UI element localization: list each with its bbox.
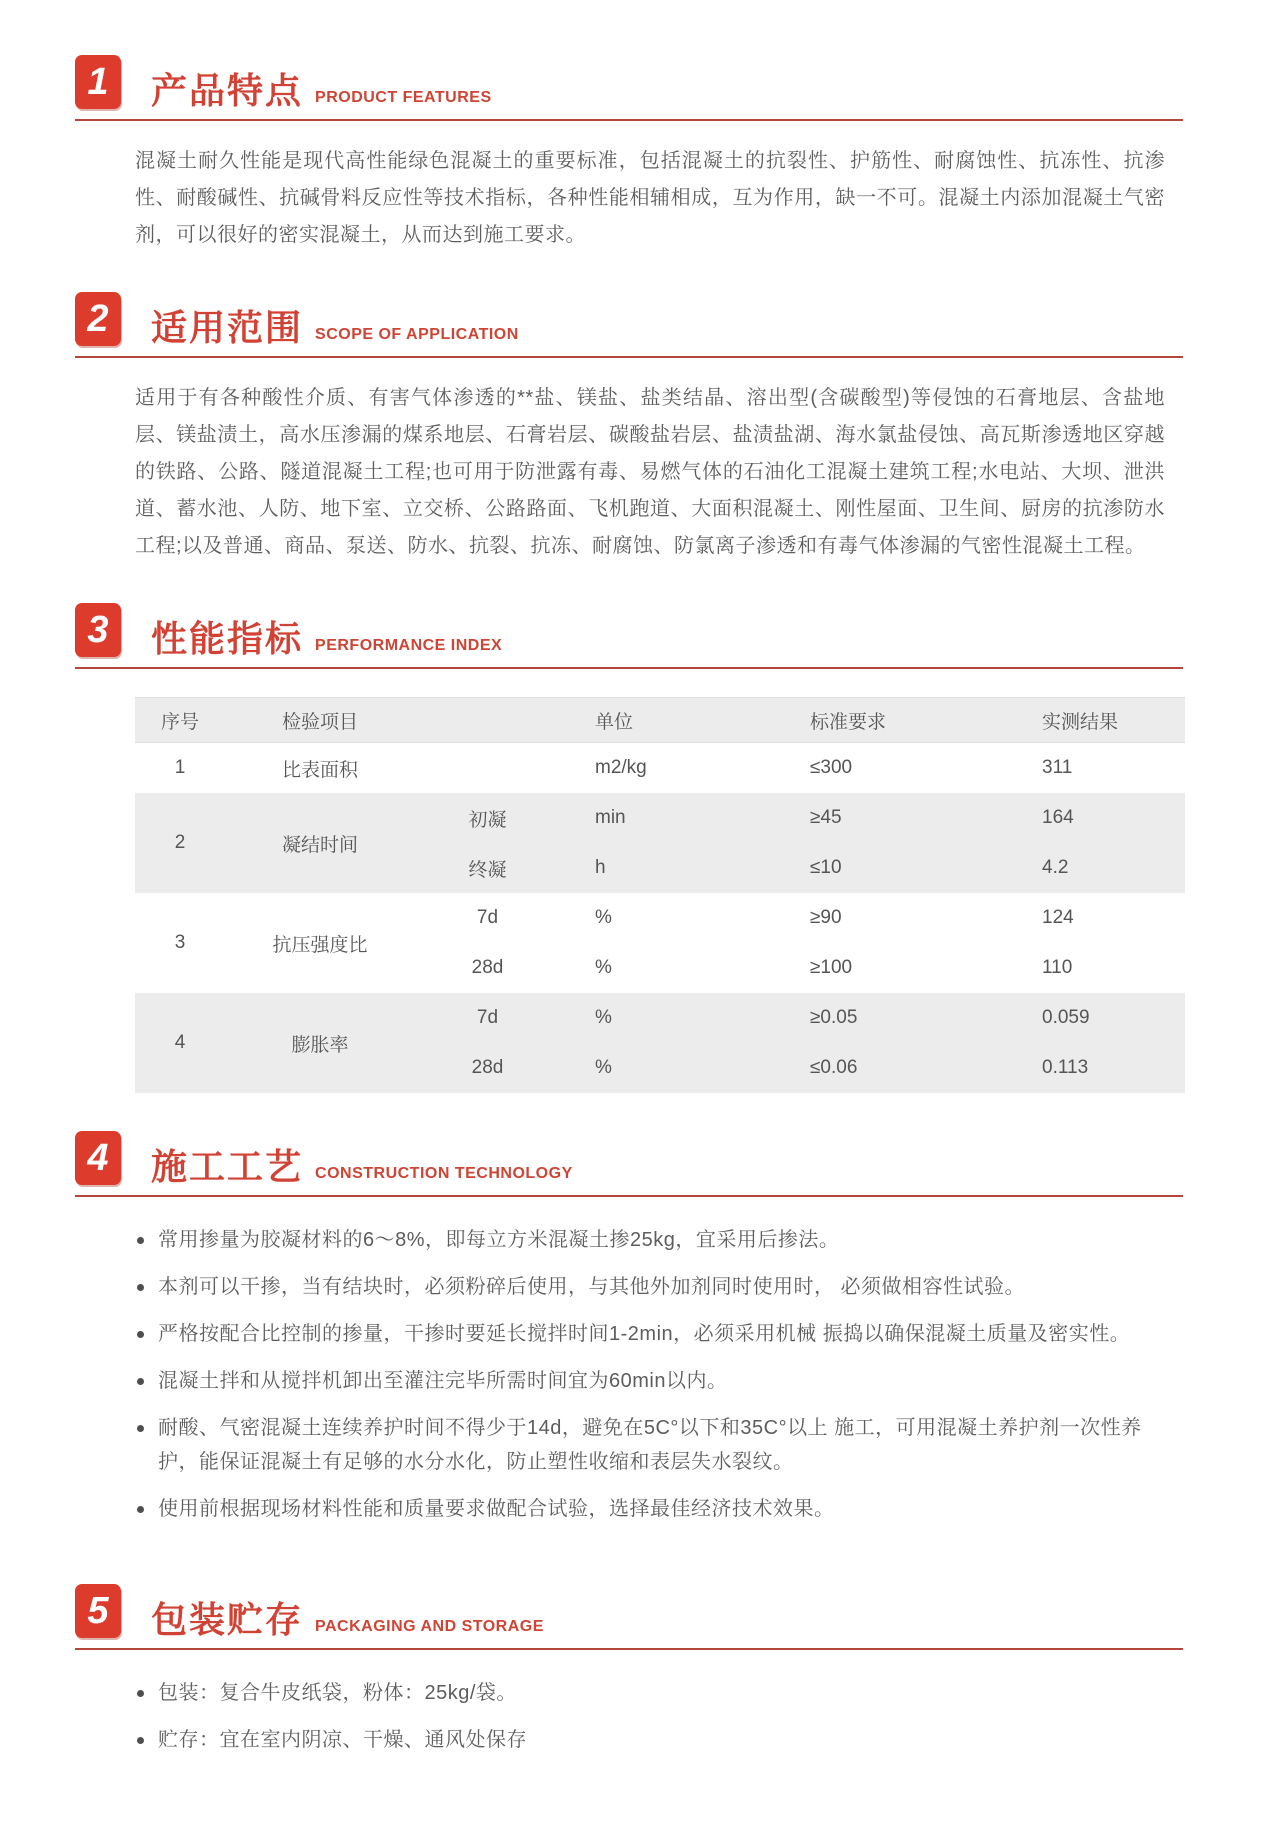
list-item — [135, 1223, 1165, 1257]
row-sub: 7d — [476, 1007, 499, 1028]
section-4-subtitle: CONSTRUCTION TECHNOLOGY — [315, 1165, 573, 1182]
bullet-dot-icon — [137, 1284, 144, 1291]
row-sub: 终凝 — [468, 859, 507, 881]
performance-table — [135, 697, 1185, 1093]
row-item: 抗压强度比 — [272, 934, 368, 956]
table-header-standard: 标准要求 — [810, 711, 887, 733]
row-sub — [415, 743, 560, 793]
row-unit: h — [595, 857, 606, 878]
row-standard: ≥0.05 — [810, 1007, 858, 1028]
table-header-item: 检验项目 — [281, 711, 358, 733]
section-3-header — [75, 603, 1185, 677]
construction-bullet-list — [135, 1223, 1165, 1526]
bullet-dot-icon — [137, 1331, 144, 1338]
row-sub: 初凝 — [468, 809, 507, 831]
list-item — [135, 1492, 1165, 1526]
row-result: 311 — [1042, 757, 1073, 778]
table-header-unit: 单位 — [595, 711, 634, 733]
table-header-row — [135, 697, 1185, 743]
row-unit: m2/kg — [595, 757, 647, 778]
bullet-text: 使用前根据现场材料性能和质量要求做配合试验，选择最佳经济技术效果。 — [158, 1498, 835, 1520]
row-item: 膨胀率 — [291, 1034, 349, 1056]
section-5-header — [75, 1584, 1185, 1658]
section-1-title: 产品特点 — [151, 70, 304, 111]
row-no: 2 — [174, 832, 186, 853]
table-header-no: 序号 — [160, 711, 199, 733]
row-standard: ≤0.06 — [810, 1057, 858, 1078]
bullet-text: 耐酸、气密混凝土连续养护时间不得少于14d，避免在5C°以下和35C°以上 施工，可用混凝土养护剂一次性养护，能保证混凝土有足够的水分水化，防止塑性收缩和表层失水裂纹。 — [158, 1417, 1142, 1473]
list-item — [135, 1723, 1165, 1757]
row-result: 4.2 — [1042, 857, 1069, 878]
section-performance-index — [75, 603, 1185, 1093]
bullet-text: 包装：复合牛皮纸袋，粉体：25kg/袋。 — [158, 1682, 517, 1704]
section-2-title: 适用范围 — [151, 307, 304, 348]
section-2-paragraph: 适用于有各种酸性介质、有害气体渗透的**盐、镁盐、盐类结晶、溶出型(含碳酸型)等侵蚀的石膏地层、含盐地层、镁盐渍土，高水压渗漏的煤系地层、石膏岩层、碳酸盐岩层、盐渍盐湖、海水氯盐侵蚀、高瓦斯渗透地区穿越的铁路、公路、隧道混凝土工程;也可用于防泄露有毒、易燃气体的石油化工混凝土建筑工程;水电站、大坝、泄洪道、蓄水池、人防、地下室、立交桥、公路路面、飞机跑道、大面积混凝土、刚性屋面、卫生间、厨房的抗渗防水工程;以及普通、商品、泵送、防水、抗裂、抗冻、耐腐蚀、防氯离子渗透和有毒气体渗漏的气密性混凝土工程。 — [135, 387, 1165, 557]
bullet-text: 本剂可以干掺，当有结块时，必须粉碎后使用，与其他外加剂同时使用时， 必须做相容性试验。 — [158, 1276, 1026, 1298]
row-standard: ≥45 — [810, 807, 842, 828]
row-item: 凝结时间 — [281, 834, 358, 856]
packaging-bullet-list — [135, 1676, 1165, 1757]
section-4-underline — [75, 1195, 1183, 1197]
section-5-subtitle: PACKAGING AND STORAGE — [315, 1618, 544, 1635]
row-result: 124 — [1042, 907, 1074, 928]
table-header-sub — [415, 698, 560, 742]
table-row-group — [135, 793, 1185, 893]
bullet-text: 常用掺量为胶凝材料的6～8%，即每立方米混凝土掺25kg，宜采用后掺法。 — [158, 1229, 840, 1251]
list-item — [135, 1676, 1165, 1710]
list-item — [135, 1270, 1165, 1304]
row-unit: % — [595, 907, 612, 928]
table-header-result: 实测结果 — [1042, 711, 1119, 733]
section-5-number-badge: 5 — [75, 1584, 121, 1638]
row-result: 110 — [1042, 957, 1073, 978]
row-unit: % — [595, 1007, 612, 1028]
section-2-header — [75, 292, 1185, 366]
row-standard: ≥100 — [810, 957, 853, 978]
section-3-underline — [75, 667, 1183, 669]
table-row-group — [135, 993, 1185, 1093]
row-no: 1 — [174, 757, 186, 778]
row-standard: ≤10 — [810, 857, 842, 878]
bullet-dot-icon — [137, 1237, 144, 1244]
table-row-group — [135, 893, 1185, 993]
bullet-dot-icon — [137, 1506, 144, 1513]
row-unit: min — [595, 807, 626, 828]
list-item — [135, 1364, 1165, 1398]
section-2-subtitle: SCOPE OF APPLICATION — [315, 326, 519, 343]
bullet-text: 严格按配合比控制的掺量，干掺时要延长搅拌时间1-2min，必须采用机械 振捣以确保混凝土质量及密实性。 — [158, 1323, 1131, 1345]
bullet-dot-icon — [137, 1425, 144, 1432]
section-2-underline — [75, 356, 1183, 358]
section-product-features — [75, 55, 1185, 254]
section-packaging-storage — [75, 1584, 1185, 1757]
row-result: 0.113 — [1042, 1057, 1089, 1078]
section-4-title: 施工工艺 — [151, 1146, 304, 1187]
section-3-subtitle: PERFORMANCE INDEX — [315, 637, 503, 654]
section-4-number-badge: 4 — [75, 1131, 121, 1185]
section-1-number-badge: 1 — [75, 55, 121, 109]
section-1-subtitle: PRODUCT FEATURES — [315, 89, 492, 106]
section-3-number-badge: 3 — [75, 603, 121, 657]
row-sub: 28d — [471, 1057, 504, 1078]
bullet-text: 混凝土拌和从搅拌机卸出至灌注完毕所需时间宜为60min以内。 — [158, 1370, 728, 1392]
bullet-dot-icon — [137, 1737, 144, 1744]
row-sub: 7d — [476, 907, 499, 928]
section-1-underline — [75, 119, 1183, 121]
section-1-paragraph: 混凝土耐久性能是现代高性能绿色混凝土的重要标准，包括混凝土的抗裂性、护筋性、耐腐蚀性、抗冻性、抗渗性、耐酸碱性、抗碱骨料反应性等技术指标，各种性能相辅相成，互为作用，缺一不可。混凝土内添加混凝土气密剂，可以很好的密实混凝土，从而达到施工要求。 — [135, 150, 1165, 246]
section-scope-of-application — [75, 292, 1185, 565]
section-4-header — [75, 1131, 1185, 1205]
section-5-title: 包装贮存 — [151, 1599, 304, 1640]
row-standard: ≥90 — [810, 907, 842, 928]
list-item — [135, 1317, 1165, 1351]
section-2-number-badge: 2 — [75, 292, 121, 346]
row-result: 0.059 — [1042, 1007, 1090, 1028]
row-result: 164 — [1042, 807, 1074, 828]
row-no: 4 — [174, 1032, 186, 1053]
list-item — [135, 1411, 1165, 1479]
section-1-header — [75, 55, 1185, 129]
section-construction-technology — [75, 1131, 1185, 1526]
row-unit: % — [595, 957, 612, 978]
bullet-dot-icon — [137, 1690, 144, 1697]
row-standard: ≤300 — [810, 757, 853, 778]
section-5-underline — [75, 1648, 1183, 1650]
row-unit: % — [595, 1057, 612, 1078]
table-row — [135, 743, 1185, 793]
row-no: 3 — [174, 932, 186, 953]
row-sub: 28d — [471, 957, 504, 978]
section-3-title: 性能指标 — [151, 618, 304, 659]
bullet-dot-icon — [137, 1378, 144, 1385]
row-item: 比表面积 — [281, 759, 358, 781]
bullet-text: 贮存：宜在室内阴凉、干燥、通风处保存 — [158, 1729, 527, 1751]
